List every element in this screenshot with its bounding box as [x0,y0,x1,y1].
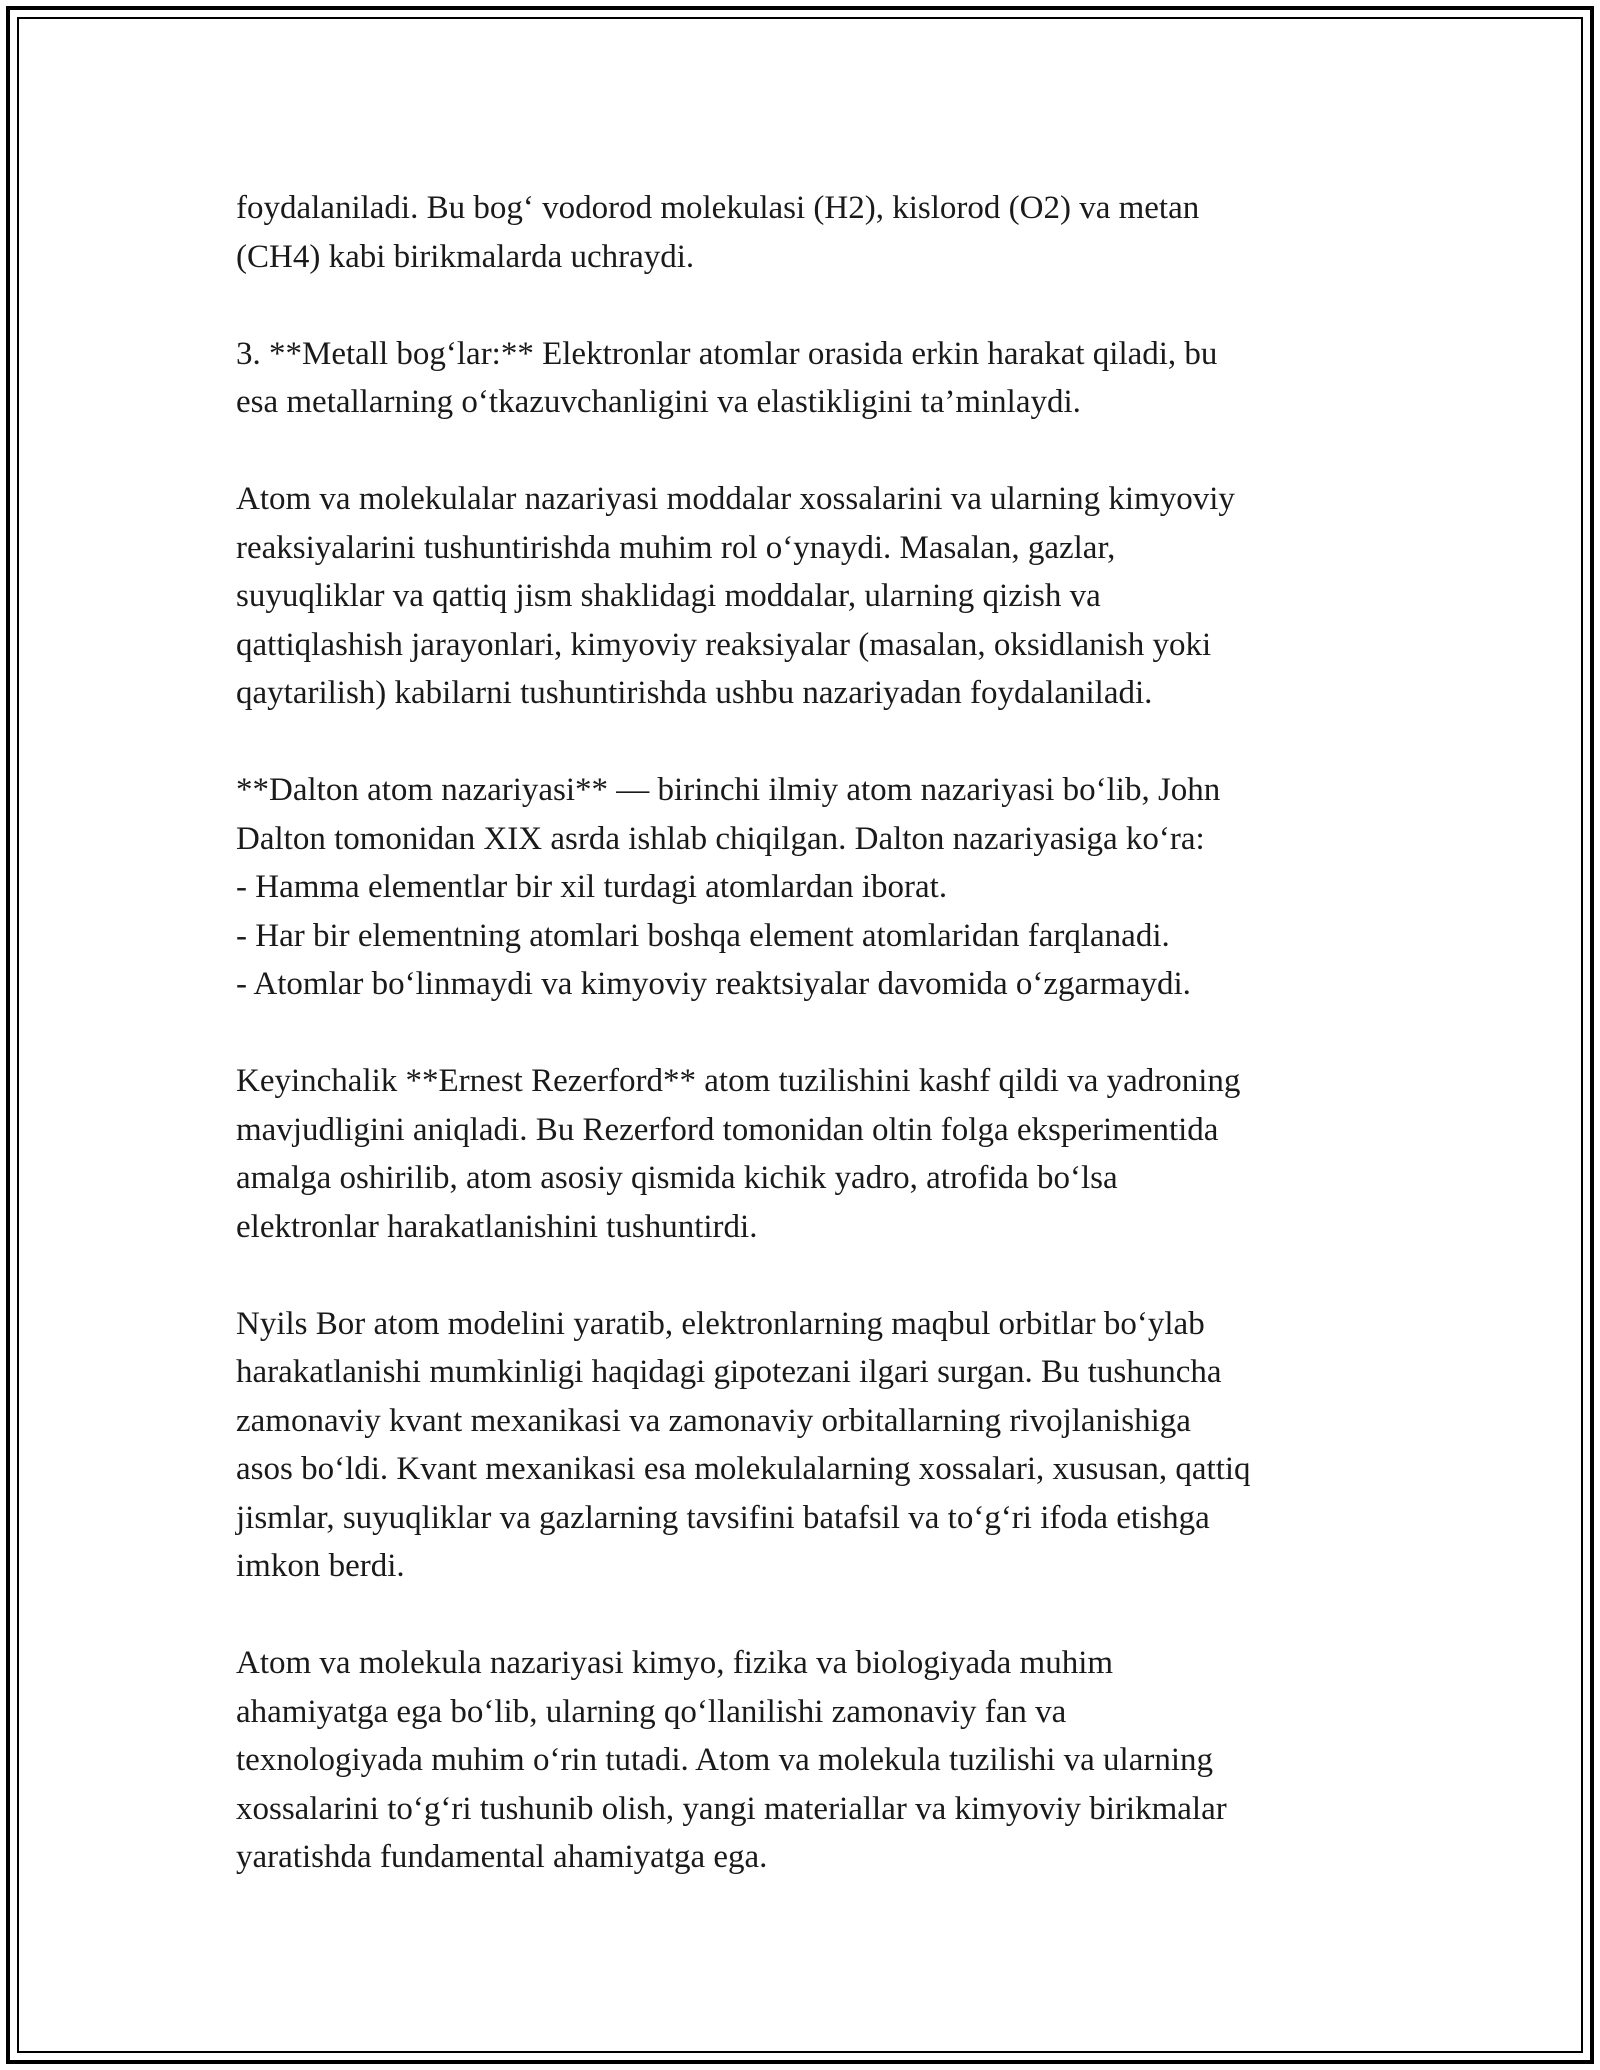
paragraph-covalent-bond-continuation: foydalaniladi. Bu bog‘ vodorod molekulasi (H2), kislorod (O2) va metan (CH4) kabi birikmalarda uchraydi. [236,190,1200,275]
paragraph-bohr-model: Nyils Bor atom modelini yaratib, elektronlarning maqbul orbitlar bo‘ylab harakatlanishi mumkinligi haqidagi gipotezani ilgari surgan. Bu tushuncha zamonaviy kvant mexanikasi va zamonaviy orbitallarning rivojlanishiga asos bo‘ldi. Kvant mexanikasi esa molekulalarning xossalari, xususan, qattiq jismlar, suyuqliklar va gazlarning tavsifini batafsil va to‘g‘ri ifoda etishga imkon berdi. [236,1305,1251,1584]
paragraph-dalton-theory: **Dalton atom nazariyasi** — birinchi ilmiy atom nazariyasi bo‘lib, John Dalton tomonidan XIX asrda ishlab chiqilgan. Dalton nazariyasiga ko‘ra: - Hamma elementlar bir xil turdagi atomlardan iborat. - Har bir elementning atomlari boshqa element atomlaridan farqlanadi. - Atomlar bo‘linmaydi va kimyoviy reaktsiyalar davomida o‘zgarmaydi. [236,772,1221,1002]
paragraph-metallic-bonds: 3. **Metall bog‘lar:** Elektronlar atomlar orasida erkin harakat qiladi, bu esa metallarning o‘tkazuvchanligini va elastikligini ta’minlaydi. [236,335,1218,420]
paragraph-rutherford: Keyinchalik **Ernest Rezerford** atom tuzilishini kashf qildi va yadroning mavjudligini aniqladi. Bu Rezerford tomonidan oltin folga eksperimentida amalga oshirilib, atom asosiy qismida kichik yadro, atrofida bo‘lsa elektronlar harakatlanishini tushuntirdi. [236,1063,1241,1245]
paragraph-conclusion: Atom va molekula nazariyasi kimyo, fizika va biologiyada muhim ahamiyatga ega bo‘lib, ularning qo‘llanilishi zamonaviy fan va texnologiyada muhim o‘rin tutadi. Atom va molekula tuzilishi va ularning xossalarini to‘g‘ri tushunib olish, yangi materiallar va kimyoviy birikmalar yaratishda fundamental ahamiyatga ega. [236,1645,1227,1875]
document-body [236,184,1376,1882]
paragraph-theory-importance: Atom va molekulalar nazariyasi moddalar xossalarini va ularning kimyoviy reaksiyalarini tushuntirishda muhim rol o‘ynaydi. Masalan, gazlar, suyuqliklar va qattiq jism shaklidagi moddalar, ularning qizish va qattiqlashish jarayonlari, kimyoviy reaksiyalar (masalan, oksidlanish yoki qaytarilish) kabilarni tushuntirishda ushbu nazariyadan foydalaniladi. [236,481,1235,711]
